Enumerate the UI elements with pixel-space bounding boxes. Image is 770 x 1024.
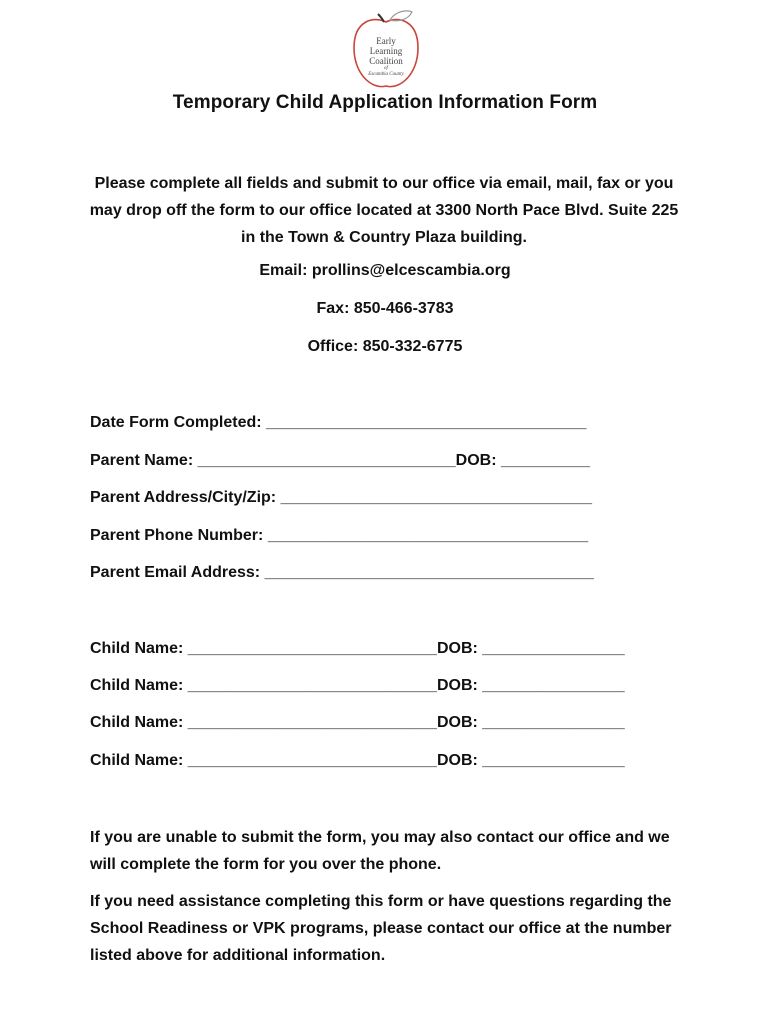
- contact-office: Office: 850-332-6775: [307, 338, 463, 355]
- child-dob-blank: ________________: [482, 677, 625, 694]
- parent-phone-field: [90, 526, 588, 546]
- logo-line-1: Early: [376, 36, 396, 46]
- child-name-field-3: [90, 713, 625, 733]
- parent-dob-blank: __________: [500, 452, 590, 469]
- child-name-blank: ____________________________: [187, 640, 437, 657]
- child-dob-blank: ________________: [482, 714, 625, 731]
- child-name-label: Child Name:: [90, 677, 188, 694]
- contact-email: Email: prollins@elcescambia.org: [259, 262, 511, 279]
- parent-phone-label: Parent Phone Number:: [90, 527, 268, 544]
- form-title: Temporary Child Application Information Form: [172, 92, 598, 113]
- child-name-field-1: [90, 639, 625, 659]
- child-dob-blank: ________________: [482, 752, 625, 769]
- parent-email-field: [90, 563, 594, 583]
- child-name-field-2: [90, 676, 625, 696]
- child-name-blank: ____________________________: [187, 752, 437, 769]
- parent-email-label: Parent Email Address:: [90, 564, 265, 581]
- parent-name-blank: _____________________________: [197, 452, 456, 469]
- elc-logo: [346, 8, 426, 92]
- child-dob-label: DOB:: [436, 677, 483, 694]
- parent-address-field: [90, 488, 592, 508]
- child-dob-blank: ________________: [482, 640, 625, 657]
- parent-address-blank: ___________________________________: [280, 489, 593, 506]
- child-name-label: Child Name:: [90, 640, 188, 657]
- child-name-blank: ____________________________: [187, 714, 437, 731]
- parent-dob-label: DOB:: [455, 452, 501, 469]
- intro-paragraph: Please complete all fields and submit to our office via email, mail, fax or you may drop off the form to our office located at 3300 North Pace Blvd. Suite 225 in the Town & Country Plaza building.: [89, 175, 679, 246]
- parent-phone-blank: ____________________________________: [267, 527, 589, 544]
- logo-line-2: Learning: [369, 46, 403, 56]
- assistance-note: If you need assistance completing this form or have questions regarding the School Readiness or VPK programs, please contact our office at the number listed above for additional information.: [90, 893, 672, 964]
- child-name-label: Child Name:: [90, 714, 188, 731]
- parent-address-label: Parent Address/City/Zip:: [90, 489, 281, 506]
- logo-line-3: Coalition: [369, 56, 403, 66]
- contact-fax: Fax: 850-466-3783: [316, 300, 454, 317]
- child-name-blank: ____________________________: [187, 677, 437, 694]
- child-name-field-4: [90, 751, 625, 771]
- child-dob-label: DOB:: [436, 752, 483, 769]
- logo-line-5: Escambia County: [368, 72, 404, 77]
- date-completed-blank: ____________________________________: [266, 414, 587, 431]
- child-dob-label: DOB:: [436, 714, 483, 731]
- parent-name-field: [90, 451, 590, 471]
- logo-line-4: of: [384, 66, 388, 71]
- date-completed-label: Date Form Completed:: [90, 414, 267, 431]
- child-name-label: Child Name:: [90, 752, 188, 769]
- phone-completion-note: If you are unable to submit the form, you may also contact our office and we will complete the form for you over the phone.: [90, 829, 670, 873]
- parent-name-label: Parent Name:: [90, 452, 198, 469]
- parent-email-blank: _____________________________________: [264, 564, 594, 581]
- child-dob-label: DOB:: [436, 640, 483, 657]
- date-completed-field: [90, 413, 586, 433]
